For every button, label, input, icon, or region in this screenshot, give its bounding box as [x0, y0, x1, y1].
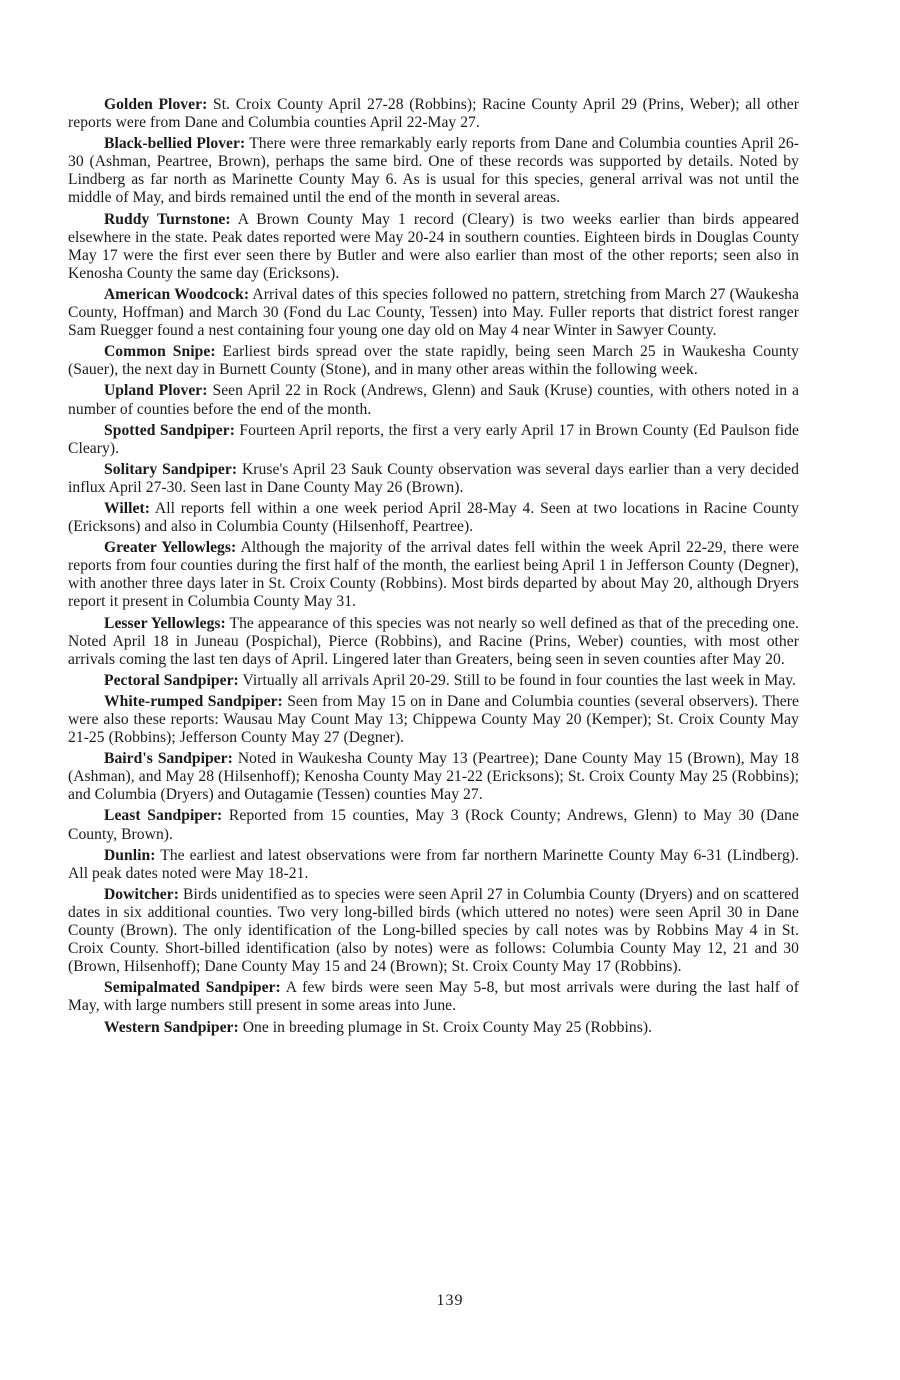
- entry-text: Seen from May 15 on in Dane and Columbia counties (several observers). There were also these reports: Wausau May Count May 13; Chippewa County May 20 (Kemper); St. Croix County May 21-25 (Robbins); Jefferson County May 27 (Degner).: [68, 692, 799, 747]
- entry-common-snipe: [68, 343, 799, 379]
- species-name: Ruddy Turnstone:: [104, 210, 231, 228]
- species-name: Lesser Yellowlegs:: [104, 614, 226, 632]
- entry-text: Reported from 15 counties, May 3 (Rock County; Andrews, Glenn) to May 30 (Dane County, Brown).: [68, 807, 799, 843]
- entry-ruddy-turnstone: [68, 211, 799, 283]
- entry-western-sandpiper: [68, 1019, 799, 1037]
- species-name: Willet:: [104, 499, 150, 517]
- species-name: Baird's Sandpiper:: [104, 750, 233, 768]
- entry-text: Kruse's April 23 Sauk County observation was several days earlier than a very decided influx April 27-30. Seen last in Dane County May 26 (Brown).: [68, 460, 799, 496]
- entry-upland-plover: [68, 382, 799, 418]
- species-name: Golden Plover:: [104, 96, 208, 113]
- entry-text: Virtually all arrivals April 20-29. Still to be found in four counties the last week in May.: [238, 671, 796, 689]
- entry-american-woodcock: [68, 286, 799, 340]
- entry-golden-plover: [68, 96, 799, 132]
- entry-greater-yellowlegs: [68, 539, 799, 611]
- species-name: Common Snipe:: [104, 343, 216, 361]
- entry-white-rumped-sandpiper: [68, 693, 799, 747]
- species-name: Dunlin:: [104, 846, 156, 864]
- species-name: Solitary Sandpiper:: [104, 460, 238, 478]
- entry-dowitcher: [68, 886, 799, 976]
- entry-text: St. Croix County April 27-28 (Robbins); Racine County April 29 (Prins, Weber); all other reports were from Dane and Columbia counties April 22-May 27.: [68, 96, 799, 132]
- entry-willet: [68, 500, 799, 536]
- species-name: Dowitcher:: [104, 885, 179, 903]
- entry-lesser-yellowlegs: [68, 615, 799, 669]
- species-name: Western Sandpiper:: [104, 1018, 239, 1036]
- entry-text: One in breeding plumage in St. Croix County May 25 (Robbins).: [238, 1018, 653, 1036]
- species-name: Semipalmated Sandpiper:: [104, 979, 281, 997]
- entry-text: Seen April 22 in Rock (Andrews, Glenn) and Sauk (Kruse) counties, with others noted in a number of counties before the end of the month.: [68, 382, 799, 418]
- entry-pectoral-sandpiper: [68, 672, 799, 690]
- entry-dunlin: [68, 847, 799, 883]
- species-name: Black-bellied Plover:: [104, 135, 246, 153]
- page-number: 139: [436, 1292, 464, 1309]
- entry-text: A Brown County May 1 record (Cleary) is two weeks earlier than birds appeared elsewhere in the state. Peak dates reported were May 20-24 in southern counties. Eighteen birds in Douglas County May 17 were the first ever seen there by Butler and were also earlier than most of the other reports; seen also in Kenosha County the same day (Ericksons).: [68, 210, 799, 282]
- species-name: Upland Plover:: [104, 382, 208, 400]
- entry-text: All reports fell within a one week period April 28-May 4. Seen at two locations in Racine County (Ericksons) and also in Columbia County (Hilsenhoff, Peartree).: [68, 499, 799, 536]
- species-name: Pectoral Sandpiper:: [104, 671, 239, 689]
- entry-text: Arrival dates of this species followed no pattern, stretching from March 27 (Waukesha County, Hoffman) and March 30 (Fond du Lac County, Tessen) into May. Fuller reports that district forest ranger Sam Ruegger found a nest containing four young one day old on May 4 near Winter in Sawyer County.: [68, 285, 800, 340]
- entry-text: The appearance of this species was not nearly so well defined as that of the preceding one. Noted April 18 in Juneau (Pospichal), Pierce (Robbins), and Racine (Prins, Weber) counties, with most other arrivals coming the last ten days of April. Lingered later than Greaters, being seen in seven counties after May 20.: [68, 614, 799, 668]
- entry-least-sandpiper: [68, 807, 799, 843]
- entry-text: There were three remarkably early reports from Dane and Columbia counties April 26-30 (Ashman, Peartree, Brown), perhaps the same bird. One of these records was supported by details. Noted by Lindberg as far north as Marinette County May 6. As is usual for this species, general arrival was not until the middle of May, and birds remained until the end of the month in several areas.: [68, 135, 799, 207]
- species-name: White-rumped Sandpiper:: [104, 692, 283, 710]
- entry-text: Although the majority of the arrival dates fell within the week April 22-29, there were reports from four counties during the first half of the month, the earliest being April 1 in Jefferson County (Degner), with another three days later in St. Croix County (Robbins). Most birds departed by about May 20, although Dryers report it present in Columbia County May 31.: [68, 539, 800, 611]
- entry-bairds-sandpiper: [68, 750, 799, 804]
- species-name: Greater Yellowlegs:: [104, 539, 237, 557]
- entry-semipalmated-sandpiper: [68, 979, 799, 1015]
- species-name: American Woodcock:: [104, 285, 250, 303]
- entry-text: Fourteen April reports, the first a very early April 17 in Brown County (Ed Paulson fide Cleary).: [68, 421, 799, 457]
- species-name: Spotted Sandpiper:: [104, 421, 235, 439]
- entry-solitary-sandpiper: [68, 461, 799, 497]
- document-body: [68, 96, 799, 1040]
- species-name: Least Sandpiper:: [104, 807, 223, 825]
- entry-text: Earliest birds spread over the state rapidly, being seen March 25 in Waukesha County (Sauer), the next day in Burnett County (Stone), and in many other areas within the following week.: [68, 343, 799, 379]
- entry-black-bellied-plover: [68, 135, 799, 207]
- entry-spotted-sandpiper: [68, 422, 799, 458]
- entry-text: The earliest and latest observations were from far northern Marinette County May 6-31 (Lindberg). All peak dates noted were May 18-21.: [68, 846, 799, 882]
- entry-text: Birds unidentified as to species were seen April 27 in Columbia County (Dryers) and on scattered dates in six additional counties. Two very long-billed birds (which uttered no notes) were seen April 30 in Dane County (Brown). The only identification of the Long-billed species by call notes was by Robbins May 4 in St. Croix County. Short-billed identification (also by notes) were as follows: Columbia County May 12, 21 and 30 (Brown, Hilsenhoff); Dane County May 15 and 24 (Brown); St. Croix County May 17 (Robbins).: [68, 885, 799, 976]
- entry-text: A few birds were seen May 5-8, but most arrivals were during the last half of May, with large numbers still present in some areas into June.: [68, 979, 799, 1015]
- entry-text: Noted in Waukesha County May 13 (Peartree); Dane County May 15 (Brown), May 18 (Ashman), and May 28 (Hilsenhoff); Kenosha County May 21-22 (Ericksons); St. Croix County May 25 (Robbins); and Columbia (Dryers) and Outagamie (Tessen) counties May 27.: [68, 750, 799, 804]
